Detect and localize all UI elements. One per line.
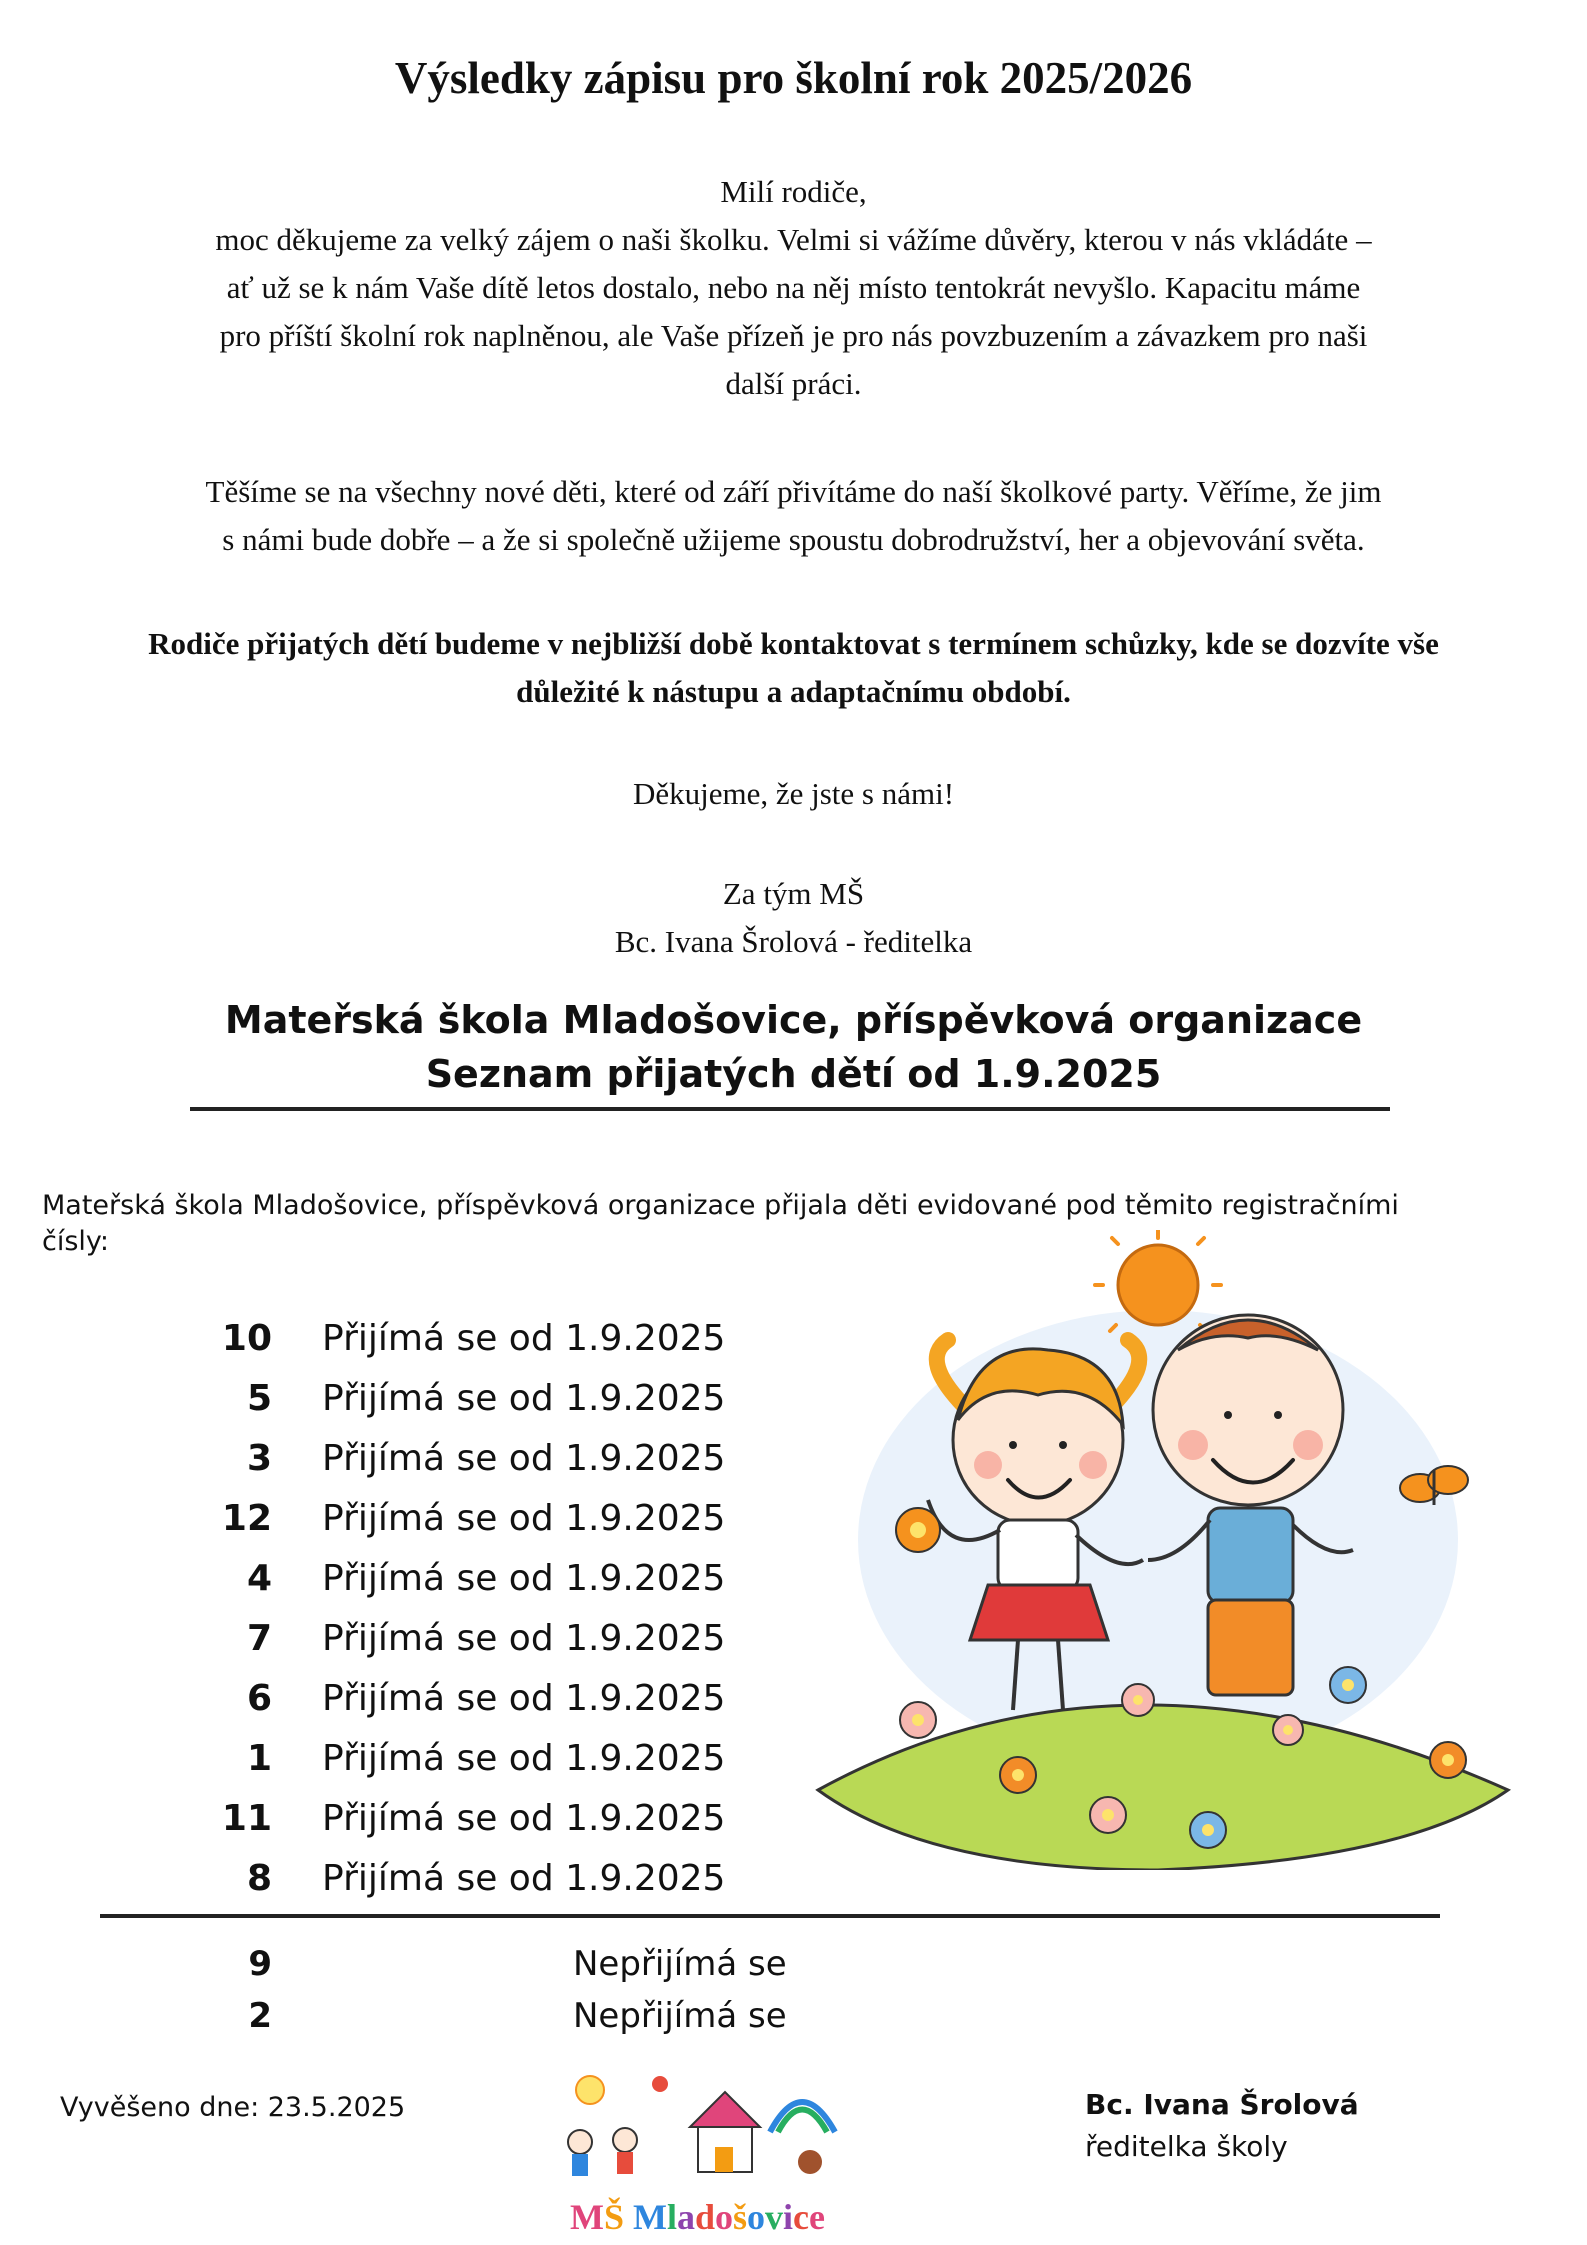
page-title: Výsledky zápisu pro školní rok 2025/2026 [394, 53, 1193, 103]
flower-icon [1122, 1684, 1154, 1716]
flower-icon [1273, 1715, 1303, 1745]
children-illustration [808, 1230, 1528, 1870]
divider [100, 1914, 1440, 1918]
letter-paragraph-1 [60, 168, 1527, 408]
divider [190, 1107, 1390, 1111]
posted-date: Vyvěšeno dne: 23.5.2025 [60, 2092, 406, 2123]
signature-role: ředitelka školy [1085, 2130, 1288, 2163]
registration-number: 4 [246, 1558, 272, 1599]
team-line: Za tým MŠ [722, 876, 865, 911]
letter-line: Těšíme se na všechny nové děti, které od září přivítáme do naší školkové party. Věříme, že jim [205, 474, 1382, 509]
registration-number: 11 [221, 1798, 272, 1839]
school-logo-drawing [540, 2052, 855, 2197]
letter-thanks: Děkujeme, že jste s námi! [632, 776, 955, 811]
flower-icon [1330, 1667, 1366, 1703]
admission-status: Přijímá se od 1.9.2025 [322, 1618, 726, 1659]
registration-number: 1 [246, 1738, 272, 1779]
registration-number: 3 [246, 1438, 272, 1479]
director-line: Bc. Ivana Šrolová - ředitelka [614, 924, 973, 959]
admission-status: Přijímá se od 1.9.2025 [322, 1858, 726, 1899]
admission-status: Přijímá se od 1.9.2025 [322, 1798, 726, 1839]
intro-line: čísly: [42, 1226, 110, 1257]
letter-line: Rodiče přijatých dětí budeme v nejbližší době kontaktovat s termínem schůzky, kde se dozvíte vše [148, 626, 1439, 661]
registration-number: 7 [246, 1618, 272, 1659]
registration-number: 2 [248, 1996, 272, 2036]
letter-line: ať už se k nám Vaše dítě letos dostalo, nebo na něj místo tentokrát nevyšlo. Kapacitu máme [226, 270, 1361, 305]
registration-number: 9 [248, 1944, 272, 1984]
registration-number: 8 [246, 1858, 272, 1899]
registration-number: 12 [221, 1498, 272, 1539]
flower-icon [1430, 1742, 1466, 1778]
flower-icon [896, 1508, 940, 1552]
greeting: Milí rodiče, [720, 174, 867, 209]
admission-status: Přijímá se od 1.9.2025 [322, 1558, 726, 1599]
school-title: Mateřská škola Mladošovice, příspěvková organizace [224, 998, 1363, 1042]
registration-number: 6 [246, 1678, 272, 1719]
registration-number: 10 [221, 1318, 272, 1359]
letter-line: důležité k nástupu a adaptačnímu období. [516, 674, 1071, 709]
admission-status: Přijímá se od 1.9.2025 [322, 1438, 726, 1479]
letter-line: pro příští školní rok naplněnou, ale Vaše přízeň je pro nás povzbuzením a závazkem pro naši [219, 318, 1368, 353]
admission-status: Nepřijímá se [573, 1944, 787, 1984]
flower-icon [900, 1702, 936, 1738]
letter-paragraph-2 [60, 468, 1527, 564]
admission-status: Přijímá se od 1.9.2025 [322, 1378, 726, 1419]
admission-status: Přijímá se od 1.9.2025 [322, 1318, 726, 1359]
admission-status: Přijímá se od 1.9.2025 [322, 1738, 726, 1779]
letter-bold-notice [60, 620, 1527, 716]
letter-line: další práci. [725, 366, 862, 401]
signature-name: Bc. Ivana Šrolová [1085, 2088, 1359, 2121]
letter-line: s námi bude dobře – a že si společně užijeme spoustu dobrodružství, her a objevování světa. [222, 522, 1365, 557]
registration-number: 5 [246, 1378, 272, 1419]
school-logo-text: MŠ Mladošovice [569, 2197, 826, 2237]
list-title: Seznam přijatých dětí od 1.9.2025 [425, 1052, 1162, 1096]
letter-line: moc děkujeme za velký zájem o naši školku. Velmi si vážíme důvěry, kterou v nás vkládáte – [215, 222, 1372, 257]
intro-line: Mateřská škola Mladošovice, příspěvková organizace přijala děti evidované pod těmito registračními [42, 1190, 1399, 1221]
letter-signoff [60, 870, 1527, 966]
flower-icon [1090, 1797, 1126, 1833]
admission-status: Nepřijímá se [573, 1996, 787, 2036]
flower-icon [1190, 1812, 1226, 1848]
flower-icon [1000, 1757, 1036, 1793]
admission-status: Přijímá se od 1.9.2025 [322, 1678, 726, 1719]
admission-status: Přijímá se od 1.9.2025 [322, 1498, 726, 1539]
